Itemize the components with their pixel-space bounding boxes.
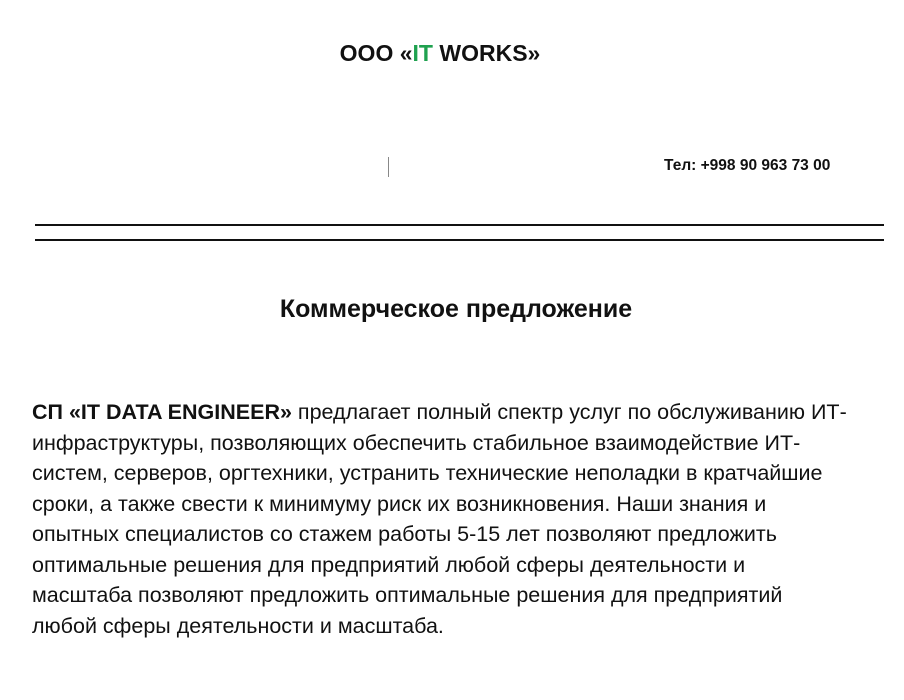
body-text: предлагает полный спектр услуг по обслуживанию ИТ-	[291, 400, 847, 424]
document-title: Коммерческое предложение	[279, 295, 633, 323]
phone-number: Тел: +998 90 963 73 00	[664, 157, 831, 174]
document-body	[32, 397, 892, 641]
body-line: опытных специалистов со стажем работы 5-15 лет позволяют предложить	[32, 522, 777, 546]
company-suffix: WORKS»	[432, 40, 541, 66]
body-line: систем, серверов, оргтехники, устранить технические неполадки в кратчайшие	[32, 461, 823, 485]
body-line: оптимальные решения для предприятий любой сферы деятельности и	[32, 552, 746, 577]
body-line	[32, 397, 892, 428]
body-company-name: СП «IT DATA ENGINEER»	[32, 400, 292, 424]
header-divider-top	[35, 224, 884, 226]
body-line: масштаба позволяют предложить оптимальные решения для предприятий	[32, 583, 783, 607]
company-accent: IT	[412, 40, 433, 66]
text-cursor	[388, 157, 389, 177]
body-line: сроки, а также свести к минимуму риск их возникновения. Наши знания и	[32, 491, 767, 516]
header-divider-bottom	[35, 239, 884, 241]
body-line: инфраструктуры, позволяющих обеспечить стабильное взаимодействие ИТ-	[32, 430, 801, 455]
company-prefix: ООО «	[339, 40, 413, 66]
body-line: любой сферы деятельности и масштаба.	[32, 613, 444, 638]
company-name	[0, 40, 880, 67]
